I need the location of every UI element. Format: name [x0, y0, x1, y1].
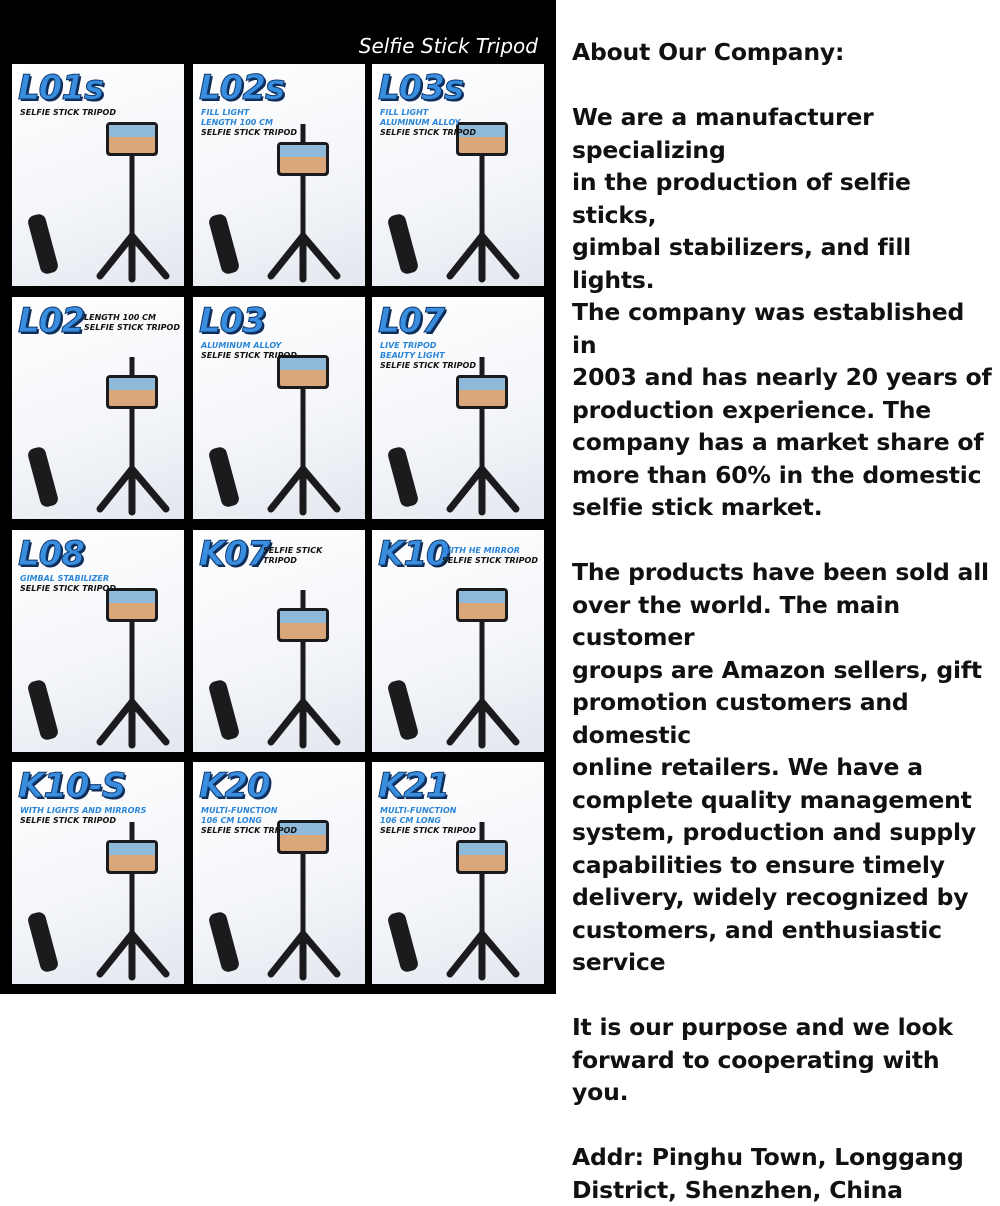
tripod-illustration	[208, 590, 337, 745]
product-card	[12, 530, 184, 752]
tripod-illustration	[27, 822, 166, 977]
product-card	[12, 762, 184, 984]
feature-highlight: FILL LIGHT	[380, 108, 476, 118]
product-features	[442, 546, 538, 566]
product-model: L03s	[378, 68, 463, 108]
product-card	[372, 64, 544, 286]
feature-label: SELFIE STICK TRIPOD	[380, 826, 476, 836]
product-model: K21	[378, 766, 449, 806]
addr-line: Addr: Pinghu Town, Longgang	[572, 1141, 992, 1174]
tripod-illustration	[387, 122, 516, 279]
feature-highlight: GIMBAL STABILIZER	[20, 574, 116, 584]
feature-label: SELFIE STICK TRIPOD	[380, 128, 476, 138]
product-features	[380, 341, 476, 371]
feature-label: TRIPOD	[263, 556, 322, 566]
product-card	[193, 64, 365, 286]
p3-line: It is our purpose and we look	[572, 1011, 992, 1044]
product-model: K10	[378, 534, 449, 574]
product-card	[12, 297, 184, 519]
p1-line: 2003 and has nearly 20 years of	[572, 361, 992, 394]
p1-line: company has a market share of	[572, 426, 992, 459]
banner-title: Selfie Stick Tripod	[359, 34, 538, 58]
feature-highlight: 106 CM LONG	[201, 816, 297, 826]
p2-line: capabilities to ensure timely	[572, 849, 992, 882]
feature-highlight: ALUMINUM ALLOY	[380, 118, 476, 128]
feature-highlight: 106 CM LONG	[380, 816, 476, 826]
feature-label: LENGTH 100 CM	[84, 313, 180, 323]
p1-line: The company was established in	[572, 296, 992, 361]
product-card	[193, 762, 365, 984]
p2-line: online retailers. We have a	[572, 751, 992, 784]
company-address	[572, 1141, 992, 1206]
tripod-illustration	[387, 822, 516, 977]
tripod-illustration	[27, 357, 166, 512]
feature-label: SELFIE STICK TRIPOD	[201, 826, 297, 836]
product-features	[20, 108, 116, 118]
product-model: K20	[199, 766, 270, 806]
about-paragraph-1	[572, 101, 992, 524]
feature-label: SELFIE STICK TRIPOD	[20, 108, 116, 118]
p2-line: promotion customers and domestic	[572, 686, 992, 751]
p1-line: gimbal stabilizers, and fill lights.	[572, 231, 992, 296]
tripod-illustration	[27, 122, 166, 279]
product-features	[84, 313, 180, 333]
product-model: L02	[18, 301, 84, 341]
about-section	[572, 36, 992, 1206]
feature-highlight: FILL LIGHT	[201, 108, 297, 118]
product-model: K10-S	[18, 766, 125, 806]
about-paragraph-3	[572, 1011, 992, 1109]
about-paragraph-2	[572, 556, 992, 979]
product-features	[201, 108, 297, 138]
tripod-illustration	[387, 588, 516, 745]
feature-highlight: MULTI-FUNCTION	[201, 806, 297, 816]
product-model: L01s	[18, 68, 103, 108]
product-card	[193, 297, 365, 519]
p2-line: system, production and supply	[572, 816, 992, 849]
feature-label: SELFIE STICK TRIPOD	[20, 584, 116, 594]
feature-label: SELFIE STICK TRIPOD	[380, 361, 476, 371]
feature-highlight: MULTI-FUNCTION	[380, 806, 476, 816]
tripod-illustration	[27, 588, 166, 745]
product-model: L07	[378, 301, 444, 341]
feature-label: SELFIE STICK TRIPOD	[442, 556, 538, 566]
product-features	[20, 806, 146, 826]
feature-label: SELFIE STICK TRIPOD	[84, 323, 180, 333]
product-model: K07	[199, 534, 270, 574]
p1-line: production experience. The	[572, 394, 992, 427]
tripod-illustration	[387, 357, 516, 512]
p1-line: in the production of selfie sticks,	[572, 166, 992, 231]
feature-highlight: LIVE TRIPOD	[380, 341, 476, 351]
p2-line: customers, and enthusiastic service	[572, 914, 992, 979]
feature-label: SELFIE STICK TRIPOD	[201, 128, 297, 138]
product-panel	[0, 0, 556, 994]
tripod-illustration	[208, 124, 337, 279]
product-features	[201, 806, 297, 836]
product-card	[372, 762, 544, 984]
feature-label: SELFIE STICK	[263, 546, 322, 556]
p1-line: We are a manufacturer specializing	[572, 101, 992, 166]
tripod-illustration	[208, 820, 337, 977]
feature-highlight: LENGTH 100 CM	[201, 118, 297, 128]
p3-line: forward to cooperating with you.	[572, 1044, 992, 1109]
product-features	[20, 574, 116, 594]
addr-line: District, Shenzhen, China	[572, 1174, 992, 1206]
feature-highlight: WITH HE MIRROR	[442, 546, 538, 556]
about-heading: About Our Company:	[572, 36, 992, 69]
feature-highlight: ALUMINUM ALLOY	[201, 341, 297, 351]
feature-highlight: BEAUTY LIGHT	[380, 351, 476, 361]
p2-line: delivery, widely recognized by	[572, 881, 992, 914]
product-features	[380, 108, 476, 138]
p1-line: selfie stick market.	[572, 491, 992, 524]
product-features	[201, 341, 297, 361]
p2-line: The products have been sold all	[572, 556, 992, 589]
feature-highlight: WITH LIGHTS AND MIRRORS	[20, 806, 146, 816]
feature-label: SELFIE STICK TRIPOD	[20, 816, 146, 826]
p2-line: over the world. The main customer	[572, 589, 992, 654]
product-features	[263, 546, 322, 566]
product-features	[380, 806, 476, 836]
product-card	[12, 64, 184, 286]
p2-line: groups are Amazon sellers, gift	[572, 654, 992, 687]
product-card	[372, 530, 544, 752]
product-model: L02s	[199, 68, 284, 108]
tripod-illustration	[208, 355, 337, 512]
feature-label: SELFIE STICK TRIPOD	[201, 351, 297, 361]
p2-line: complete quality management	[572, 784, 992, 817]
product-model: L03	[199, 301, 265, 341]
product-card	[372, 297, 544, 519]
product-card	[193, 530, 365, 752]
product-model: L08	[18, 534, 84, 574]
p1-line: more than 60% in the domestic	[572, 459, 992, 492]
